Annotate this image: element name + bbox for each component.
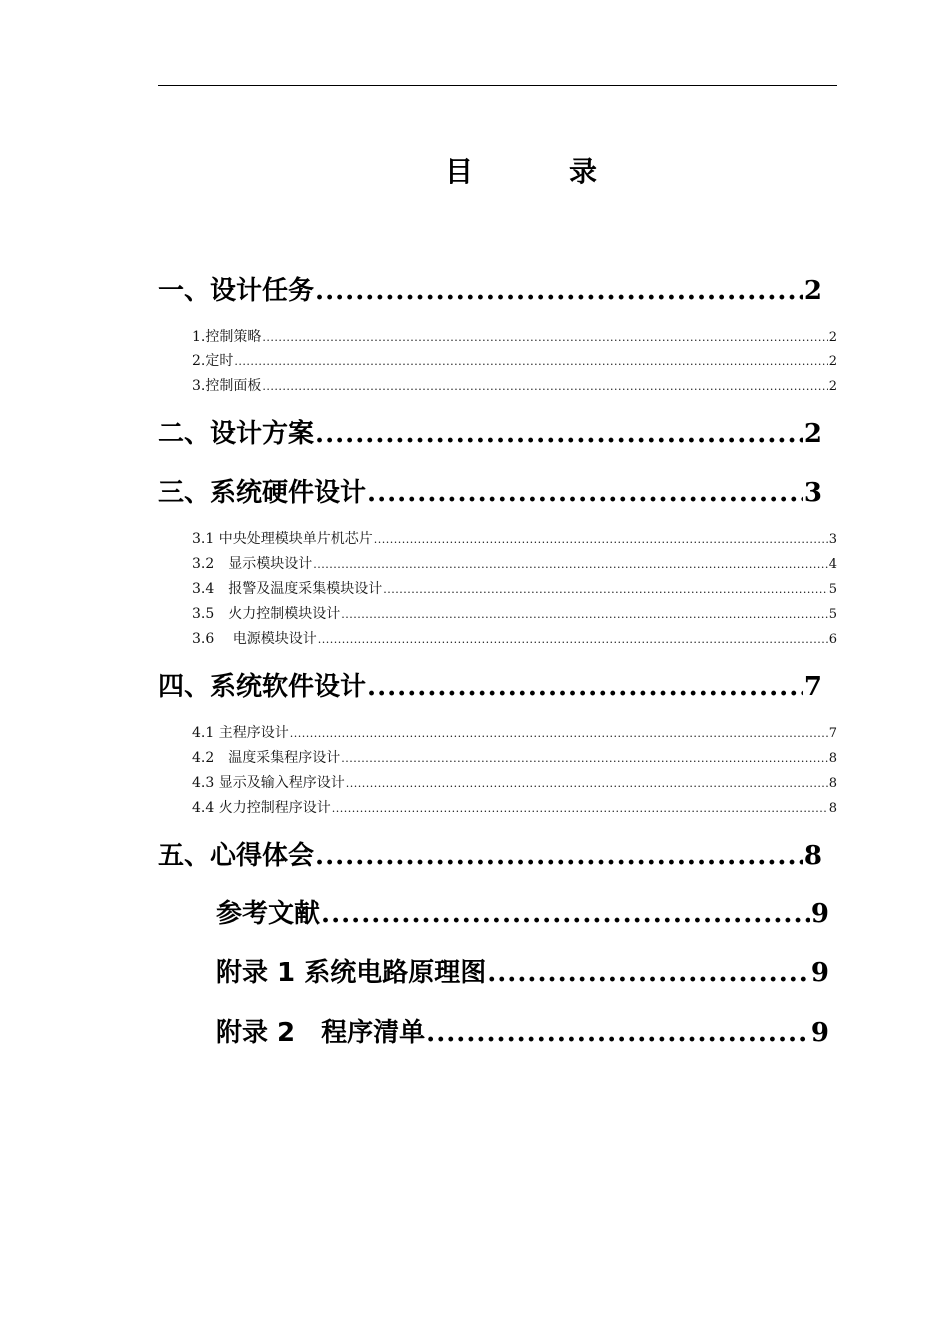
page-title: 目录 (445, 155, 694, 188)
toc-entry-display-input-program[interactable] (192, 772, 837, 794)
toc-entry-temperature-program[interactable] (192, 747, 837, 769)
toc-page-number: 2 (828, 330, 837, 345)
toc-leader (367, 670, 803, 704)
toc-entry-label: 附录 1 系统电路原理图 (216, 958, 487, 988)
toc-page-number: 8 (828, 776, 837, 791)
toc-page-number: 8 (803, 841, 822, 871)
toc-page-number: 2 (803, 276, 822, 306)
toc-page-number: 7 (828, 726, 837, 741)
toc-entry-label: 2.定时 (192, 353, 234, 369)
toc-page-number: 7 (803, 672, 822, 702)
toc-entry-power-module[interactable] (192, 628, 837, 650)
toc-entry-reflections[interactable] (158, 839, 822, 873)
toc-entry-control-panel[interactable] (192, 375, 837, 397)
toc-page-number: 9 (810, 958, 829, 988)
toc-leader (234, 351, 827, 373)
toc-entry-software-design[interactable] (158, 670, 822, 704)
toc-page-number: 2 (828, 379, 837, 394)
toc-leader (313, 554, 827, 576)
toc-entry-label: 1.控制策略 (192, 329, 262, 345)
toc-entry-label: 附录 2 程序清单 (216, 1018, 426, 1048)
toc-leader (374, 529, 828, 551)
toc-page-number: 9 (810, 1018, 829, 1048)
toc-leader (315, 839, 803, 873)
toc-leader (383, 579, 827, 601)
toc-entry-label: 3.6 电源模块设计 (192, 631, 317, 647)
toc-entry-label: 五、心得体会 (158, 841, 315, 871)
toc-entry-label: 三、系统硬件设计 (158, 478, 367, 508)
toc-leader (341, 748, 827, 770)
toc-page-number: 8 (828, 801, 837, 816)
toc-entry-label: 3.5 火力控制模块设计 (192, 606, 341, 622)
toc-entry-references[interactable] (216, 897, 829, 931)
toc-entry-label: 4.1 主程序设计 (192, 725, 289, 741)
toc-entry-label: 4.3 显示及输入程序设计 (192, 775, 345, 791)
toc-leader (315, 274, 803, 308)
toc-page-number: 9 (810, 899, 829, 929)
toc-entry-appendix-2[interactable] (216, 1016, 829, 1050)
toc-entry-label: 3.2 显示模块设计 (192, 556, 313, 572)
toc-page-number: 6 (828, 632, 837, 647)
toc-leader (487, 956, 810, 990)
toc-entry-label: 四、系统软件设计 (158, 672, 367, 702)
toc-leader (367, 476, 803, 510)
toc-entry-main-program[interactable] (192, 722, 837, 744)
toc-leader (318, 629, 828, 651)
toc-entry-fire-control-module[interactable] (192, 603, 837, 625)
toc-leader (321, 897, 810, 931)
toc-page-number: 3 (828, 532, 837, 547)
toc-entry-alarm-module[interactable] (192, 578, 837, 600)
toc-page-number: 4 (828, 557, 837, 572)
toc-leader (346, 773, 828, 795)
toc-page-number: 3 (803, 478, 822, 508)
toc-entry-hardware-design[interactable] (158, 476, 822, 510)
toc-page-number: 5 (828, 582, 837, 597)
toc-entry-label: 4.4 火力控制程序设计 (192, 800, 331, 816)
toc-entry-label: 3.4 报警及温度采集模块设计 (192, 581, 383, 597)
toc-entry-appendix-1[interactable] (216, 956, 829, 990)
toc-leader (262, 376, 827, 398)
toc-entry-label: 4.2 温度采集程序设计 (192, 750, 341, 766)
toc-entry-timing[interactable] (192, 350, 837, 372)
toc-entry-cpu-module[interactable] (192, 528, 837, 550)
toc-entry-design-task[interactable] (158, 274, 822, 308)
toc-leader (262, 327, 827, 349)
toc-entry-display-module[interactable] (192, 553, 837, 575)
toc-entry-label: 参考文献 (216, 899, 321, 929)
toc-page-number: 2 (828, 354, 837, 369)
toc-entry-fire-control-program[interactable] (192, 797, 837, 819)
header-rule (158, 85, 837, 86)
toc-leader (290, 723, 828, 745)
toc-entry-control-strategy[interactable] (192, 326, 837, 348)
toc-page-number: 2 (803, 419, 822, 449)
toc-entry-label: 3.1 中央处理模块单片机芯片 (192, 531, 373, 547)
toc-page-number: 5 (828, 607, 837, 622)
toc-leader (332, 798, 828, 820)
toc-entry-design-scheme[interactable] (158, 417, 822, 451)
toc-leader (341, 604, 827, 626)
toc-leader (315, 417, 803, 451)
toc-entry-label: 二、设计方案 (158, 419, 315, 449)
toc-leader (426, 1016, 810, 1050)
toc-entry-label: 一、设计任务 (158, 276, 315, 306)
toc-entry-label: 3.控制面板 (192, 378, 262, 394)
toc-page-number: 8 (828, 751, 837, 766)
